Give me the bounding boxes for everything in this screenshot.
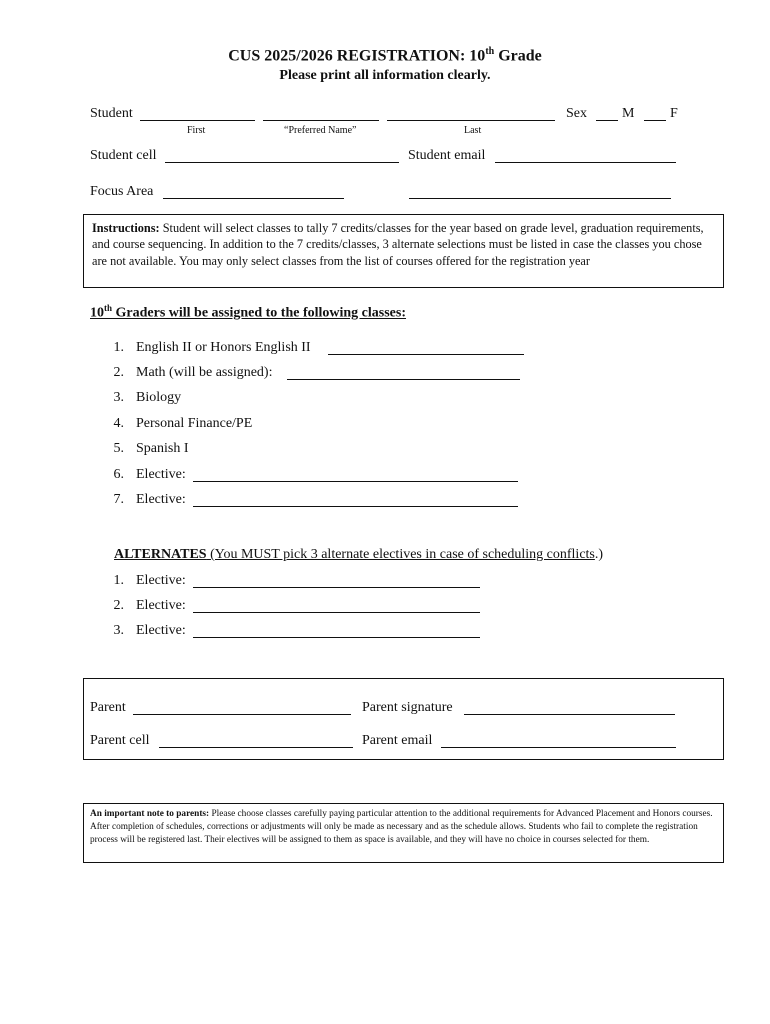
english-field[interactable]	[328, 341, 524, 355]
student-preferred-name-field[interactable]	[263, 107, 379, 121]
parent-name-field[interactable]	[133, 701, 351, 715]
student-cell-field[interactable]	[165, 149, 399, 163]
page-subtitle: Please print all information clearly.	[279, 68, 491, 83]
parent-email-label: Parent email	[362, 733, 433, 748]
parent-signature-label: Parent signature	[362, 700, 453, 715]
instructions-text: Student will select classes to tally 7 credits/classes for the year based on grade level, graduation requirements, and course sequencing. In addition to the 7 credits/classes, 3 alternate selections must be listed in case the classes you chose are not available. You may only select classes from the list of courses offered for the registration year	[92, 221, 704, 268]
alternate-1-field[interactable]	[193, 574, 480, 588]
assigned-classes-heading: 10th Graders will be assigned to the following classes:	[90, 303, 407, 321]
sex-m-field[interactable]	[596, 107, 618, 121]
elective-7-field[interactable]	[193, 493, 518, 507]
page-title: CUS 2025/2026 REGISTRATION: 10th Grade	[228, 46, 542, 65]
instructions-lead: Instructions:	[92, 221, 160, 235]
parent-note-text: Please choose classes carefully paying particular attention to the additional requirements for Advanced Placement and Honors courses. After completion of schedules, corrections or adjustments will only be made as necessary and as the schedule allows. Students who fail to complete the registration process will be registered last. Their electives will be assigned to them as space is available, and they will have no choice in courses selected for them.	[90, 809, 713, 845]
student-first-name-field[interactable]	[140, 107, 255, 121]
parent-cell-label: Parent cell	[90, 733, 150, 748]
parent-note-box	[83, 803, 724, 863]
parent-label: Parent	[90, 700, 126, 715]
student-email-field[interactable]	[495, 149, 676, 163]
student-email-label: Student email	[408, 148, 486, 163]
sex-f-field[interactable]	[644, 107, 666, 121]
alternate-2-field[interactable]	[193, 599, 480, 613]
sex-f-label: F	[670, 106, 678, 121]
sex-label: Sex	[566, 106, 587, 121]
student-label: Student	[90, 106, 133, 121]
math-field[interactable]	[287, 366, 520, 380]
preferred-name-caption: “Preferred Name”	[284, 125, 357, 136]
sex-m-label: M	[622, 106, 635, 121]
alternates-heading: ALTERNATES (You MUST pick 3 alternate electives in case of scheduling conflicts.)	[114, 547, 604, 562]
first-caption: First	[187, 125, 206, 136]
parent-note-lead: An important note to parents:	[90, 809, 210, 819]
last-caption: Last	[464, 125, 482, 136]
student-cell-label: Student cell	[90, 148, 157, 163]
instructions-box	[83, 214, 724, 288]
alternate-3-field[interactable]	[193, 624, 480, 638]
focus-area-label: Focus Area	[90, 184, 154, 199]
focus-area-field[interactable]	[163, 185, 344, 199]
elective-6-field[interactable]	[193, 468, 518, 482]
focus-area-field-2[interactable]	[409, 185, 671, 199]
student-last-name-field[interactable]	[387, 107, 555, 121]
parent-signature-field[interactable]	[464, 701, 675, 715]
parent-email-field[interactable]	[441, 734, 676, 748]
parent-cell-field[interactable]	[159, 734, 353, 748]
